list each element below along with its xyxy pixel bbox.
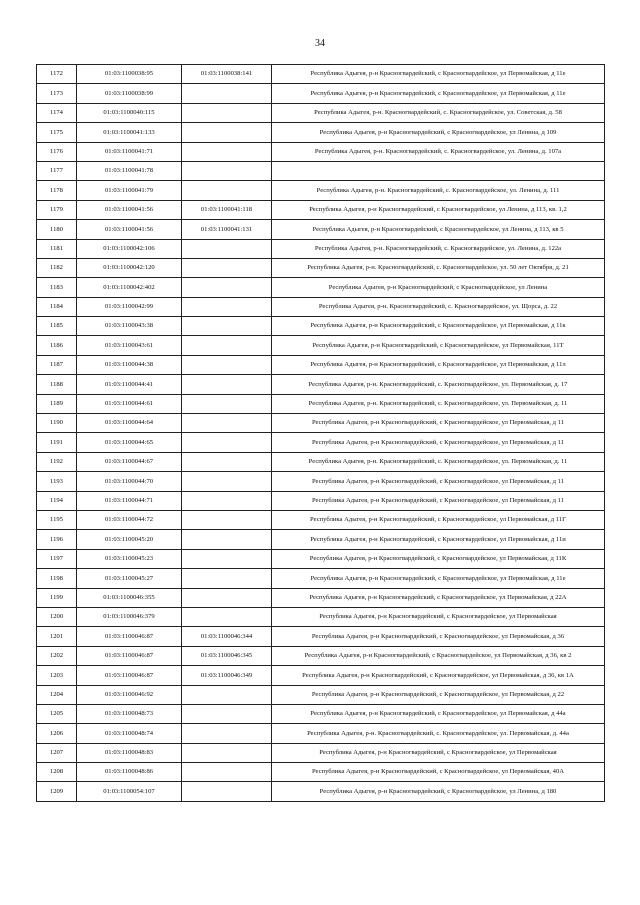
address-cell: Республика Адыгея, р-н Красногвардейский, с Красногвардейское, ул Первомайская — [272, 743, 605, 762]
cadastral-number-cell: 01:03:1100038:95 — [77, 65, 182, 84]
address-cell: Республика Адыгея, р-н Красногвардейский, с Красногвардейское, ул Первомайская, д 11 — [272, 433, 605, 452]
row-number-cell: 1182 — [37, 258, 77, 277]
address-cell: Республика Адыгея, р-н Красногвардейский, с Красногвардейское, ул Ленина, д 180 — [272, 782, 605, 801]
cadastral-number-cell: 01:03:1100044:41 — [77, 375, 182, 394]
table-row — [37, 200, 605, 219]
address-cell: Республика Адыгея, р-н Красногвардейский, с Красногвардейское, ул Первомайская, д 44а — [272, 704, 605, 723]
address-cell: Республика Адыгея, р-н Красногвардейский, с Красногвардейское, ул Первомайская, д 22А — [272, 588, 605, 607]
table-row — [37, 433, 605, 452]
parent-cadastral-cell — [182, 239, 272, 258]
cadastral-number-cell: 01:03:1100046:87 — [77, 666, 182, 685]
table-row — [37, 646, 605, 665]
cadastral-number-cell: 01:03:1100043:38 — [77, 317, 182, 336]
cadastral-number-cell: 01:03:1100041:79 — [77, 181, 182, 200]
address-cell: Республика Адыгея, р-н Красногвардейский, с Красногвардейское, ул Первомайская, 11Т — [272, 336, 605, 355]
parent-cadastral-cell: 01:03:1100046:345 — [182, 646, 272, 665]
parent-cadastral-cell — [182, 433, 272, 452]
parent-cadastral-cell — [182, 123, 272, 142]
cadastral-register-table — [36, 64, 605, 802]
cadastral-number-cell: 01:03:1100041:133 — [77, 123, 182, 142]
parent-cadastral-cell — [182, 355, 272, 374]
parent-cadastral-cell — [182, 394, 272, 413]
address-cell: Республика Адыгея, р-н. Красногвардейский, с. Красногвардейское, ул. Ленина, д. 122а — [272, 239, 605, 258]
parent-cadastral-cell: 01:03:1100038:141 — [182, 65, 272, 84]
row-number-cell: 1199 — [37, 588, 77, 607]
cadastral-number-cell: 01:03:1100041:56 — [77, 220, 182, 239]
address-cell: Республика Адыгея, р-н. Красногвардейский, с. Красногвардейское, ул. Первомайская, д. 44а — [272, 724, 605, 743]
cadastral-number-cell: 01:03:1100044:71 — [77, 491, 182, 510]
address-cell: Республика Адыгея, р-н Красногвардейский, с Красногвардейское, ул Первомайская, д 11Г — [272, 510, 605, 529]
row-number-cell: 1183 — [37, 278, 77, 297]
cadastral-number-cell: 01:03:1100044:61 — [77, 394, 182, 413]
table-row — [37, 549, 605, 568]
parent-cadastral-cell — [182, 724, 272, 743]
table-row — [37, 743, 605, 762]
address-cell: Республика Адыгея, р-н Красногвардейский, с Красногвардейское, ул Первомайская, д 11к — [272, 317, 605, 336]
table-row — [37, 394, 605, 413]
parent-cadastral-cell: 01:03:1100041:131 — [182, 220, 272, 239]
cadastral-number-cell: 01:03:1100038:99 — [77, 84, 182, 103]
cadastral-number-cell: 01:03:1100045:27 — [77, 569, 182, 588]
table-row — [37, 666, 605, 685]
cadastral-number-cell: 01:03:1100044:70 — [77, 472, 182, 491]
parent-cadastral-cell — [182, 743, 272, 762]
parent-cadastral-cell — [182, 763, 272, 782]
address-cell: Республика Адыгея, р-н Красногвардейский, с Красногвардейское, ул Ленина — [272, 278, 605, 297]
cadastral-number-cell: 01:03:1100042:120 — [77, 258, 182, 277]
address-cell: Республика Адыгея, р-н. Красногвардейский, с. Красногвардейское, ул. 50 лет Октября, д. 21 — [272, 258, 605, 277]
cadastral-number-cell: 01:03:1100044:64 — [77, 414, 182, 433]
row-number-cell: 1202 — [37, 646, 77, 665]
table-row — [37, 588, 605, 607]
parent-cadastral-cell — [182, 181, 272, 200]
row-number-cell: 1206 — [37, 724, 77, 743]
address-cell: Республика Адыгея, р-н Красногвардейский, с Красногвардейское, ул Ленина, д 113, кв. 1,2 — [272, 200, 605, 219]
cadastral-number-cell: 01:03:1100044:65 — [77, 433, 182, 452]
row-number-cell: 1174 — [37, 103, 77, 122]
cadastral-number-cell: 01:03:1100048:74 — [77, 724, 182, 743]
row-number-cell: 1203 — [37, 666, 77, 685]
address-cell: Республика Адыгея, р-н Красногвардейский, с Красногвардейское, ул Ленина, д 113, кв 5 — [272, 220, 605, 239]
table-row — [37, 123, 605, 142]
table-row — [37, 317, 605, 336]
address-cell: Республика Адыгея, р-н. Красногвардейский, с. Красногвардейское, ул. Ленина, д. 111 — [272, 181, 605, 200]
table-row — [37, 414, 605, 433]
address-cell: Республика Адыгея, р-н Красногвардейский, с Красногвардейское, ул Первомайская, д 11е — [272, 65, 605, 84]
row-number-cell: 1193 — [37, 472, 77, 491]
table-row — [37, 297, 605, 316]
row-number-cell: 1201 — [37, 627, 77, 646]
table-row — [37, 65, 605, 84]
address-cell: Республика Адыгея, р-н Красногвардейский, с Красногвардейское, ул Первомайская, д 11е — [272, 84, 605, 103]
row-number-cell: 1176 — [37, 142, 77, 161]
address-cell: Республика Адыгея, р-н Красногвардейский, с Красногвардейское, ул Первомайская, д 11е — [272, 569, 605, 588]
cadastral-number-cell: 01:03:1100054:107 — [77, 782, 182, 801]
address-cell: Республика Адыгея, р-н. Красногвардейский, с. Красногвардейское, ул. Первомайская, д. 11 — [272, 394, 605, 413]
table-row — [37, 685, 605, 704]
parent-cadastral-cell — [182, 569, 272, 588]
table-row — [37, 239, 605, 258]
cadastral-number-cell: 01:03:1100041:56 — [77, 200, 182, 219]
row-number-cell: 1187 — [37, 355, 77, 374]
cadastral-number-cell: 01:03:1100046:92 — [77, 685, 182, 704]
cadastral-number-cell: 01:03:1100042:106 — [77, 239, 182, 258]
row-number-cell: 1181 — [37, 239, 77, 258]
parent-cadastral-cell — [182, 142, 272, 161]
table-row — [37, 704, 605, 723]
row-number-cell: 1194 — [37, 491, 77, 510]
address-cell: Республика Адыгея, р-н Красногвардейский, с Красногвардейское, ул Первомайская, 40А — [272, 763, 605, 782]
parent-cadastral-cell — [182, 414, 272, 433]
cadastral-number-cell: 01:03:1100048:86 — [77, 763, 182, 782]
cadastral-number-cell: 01:03:1100040:115 — [77, 103, 182, 122]
page-number: 34 — [315, 38, 325, 49]
table-row — [37, 103, 605, 122]
address-cell: Республика Адыгея, р-н. Красногвардейский, с. Красногвардейское, ул. Первомайская, д. 17 — [272, 375, 605, 394]
table-row — [37, 355, 605, 374]
address-cell: Республика Адыгея, р-н. Красногвардейский, с. Красногвардейское, ул. Первомайская, д. 11 — [272, 452, 605, 471]
table-row — [37, 278, 605, 297]
cadastral-number-cell: 01:03:1100048:73 — [77, 704, 182, 723]
cadastral-number-cell: 01:03:1100042:99 — [77, 297, 182, 316]
address-cell: Республика Адыгея, р-н Красногвардейский, с Красногвардейское, ул Первомайская, д 36 — [272, 627, 605, 646]
row-number-cell: 1177 — [37, 161, 77, 180]
table-row — [37, 161, 605, 180]
parent-cadastral-cell — [182, 452, 272, 471]
table-row — [37, 724, 605, 743]
cadastral-number-cell: 01:03:1100044:67 — [77, 452, 182, 471]
table-row — [37, 181, 605, 200]
parent-cadastral-cell — [182, 375, 272, 394]
cadastral-number-cell: 01:03:1100045:20 — [77, 530, 182, 549]
table-body — [37, 65, 605, 802]
parent-cadastral-cell — [182, 685, 272, 704]
row-number-cell: 1186 — [37, 336, 77, 355]
parent-cadastral-cell: 01:03:1100046:344 — [182, 627, 272, 646]
cadastral-number-cell: 01:03:1100044:72 — [77, 510, 182, 529]
parent-cadastral-cell — [182, 607, 272, 626]
address-cell: Республика Адыгея, р-н. Красногвардейский, с. Красногвардейское, ул. Советская, д. 58 — [272, 103, 605, 122]
address-cell: Республика Адыгея, р-н Красногвардейский, с Красногвардейское, ул Первомайская, д 11 — [272, 491, 605, 510]
cadastral-number-cell: 01:03:1100046:87 — [77, 646, 182, 665]
address-cell: Республика Адыгея, р-н Красногвардейский, с Красногвардейское, ул Первомайская, д 36, кв 1А — [272, 666, 605, 685]
table-row — [37, 607, 605, 626]
table-row — [37, 258, 605, 277]
row-number-cell: 1205 — [37, 704, 77, 723]
address-cell: Республика Адыгея, р-н Красногвардейский, с Красногвардейское, ул Первомайская, д 36, кв 2 — [272, 646, 605, 665]
table-row — [37, 627, 605, 646]
cadastral-number-cell: 01:03:1100041:71 — [77, 142, 182, 161]
parent-cadastral-cell — [182, 278, 272, 297]
parent-cadastral-cell: 01:03:1100046:349 — [182, 666, 272, 685]
parent-cadastral-cell — [182, 317, 272, 336]
cadastral-number-cell: 01:03:1100046:87 — [77, 627, 182, 646]
address-cell: Республика Адыгея, р-н. Красногвардейский, с. Красногвардейское, ул. Ленина, д. 107а — [272, 142, 605, 161]
cadastral-number-cell: 01:03:1100042:402 — [77, 278, 182, 297]
table-row — [37, 569, 605, 588]
table-row — [37, 336, 605, 355]
cadastral-number-cell: 01:03:1100044:38 — [77, 355, 182, 374]
parent-cadastral-cell — [182, 258, 272, 277]
row-number-cell: 1207 — [37, 743, 77, 762]
cadastral-number-cell: 01:03:1100046:355 — [77, 588, 182, 607]
row-number-cell: 1190 — [37, 414, 77, 433]
row-number-cell: 1175 — [37, 123, 77, 142]
parent-cadastral-cell: 01:03:1100041:118 — [182, 200, 272, 219]
row-number-cell: 1180 — [37, 220, 77, 239]
row-number-cell: 1191 — [37, 433, 77, 452]
parent-cadastral-cell — [182, 530, 272, 549]
row-number-cell: 1204 — [37, 685, 77, 704]
row-number-cell: 1208 — [37, 763, 77, 782]
table-row — [37, 530, 605, 549]
parent-cadastral-cell — [182, 297, 272, 316]
row-number-cell: 1195 — [37, 510, 77, 529]
row-number-cell: 1173 — [37, 84, 77, 103]
table-row — [37, 375, 605, 394]
cadastral-number-cell: 01:03:1100045:23 — [77, 549, 182, 568]
address-cell: Республика Адыгея, р-н Красногвардейский, с Красногвардейское, ул Ленина, д 109 — [272, 123, 605, 142]
row-number-cell: 1172 — [37, 65, 77, 84]
parent-cadastral-cell — [182, 84, 272, 103]
row-number-cell: 1184 — [37, 297, 77, 316]
cadastral-number-cell: 01:03:1100048:83 — [77, 743, 182, 762]
address-cell: Республика Адыгея, р-н Красногвардейский, с Красногвардейское, ул Первомайская, д 11и — [272, 530, 605, 549]
row-number-cell: 1188 — [37, 375, 77, 394]
row-number-cell: 1198 — [37, 569, 77, 588]
row-number-cell: 1200 — [37, 607, 77, 626]
address-cell: Республика Адыгея, р-н Красногвардейский, с Красногвардейское, ул Первомайская, д 22 — [272, 685, 605, 704]
parent-cadastral-cell — [182, 472, 272, 491]
address-cell: Республика Адыгея, р-н Красногвардейский, с Красногвардейское, ул Первомайская, д 11 — [272, 472, 605, 491]
table-row — [37, 763, 605, 782]
table-row — [37, 84, 605, 103]
row-number-cell: 1189 — [37, 394, 77, 413]
address-cell: Республика Адыгея, р-н Красногвардейский, с Красногвардейское, ул Первомайская, д 11л — [272, 355, 605, 374]
parent-cadastral-cell — [182, 491, 272, 510]
row-number-cell: 1179 — [37, 200, 77, 219]
cadastral-number-cell: 01:03:1100043:61 — [77, 336, 182, 355]
address-cell — [272, 161, 605, 180]
address-cell: Республика Адыгея, р-н Красногвардейский, с Красногвардейское, ул Первомайская, д 11К — [272, 549, 605, 568]
address-cell: Республика Адыгея, р-н Красногвардейский, с Красногвардейское, ул Первомайская, д 11 — [272, 414, 605, 433]
row-number-cell: 1185 — [37, 317, 77, 336]
table-row — [37, 491, 605, 510]
parent-cadastral-cell — [182, 588, 272, 607]
parent-cadastral-cell — [182, 510, 272, 529]
table-row — [37, 782, 605, 801]
row-number-cell: 1209 — [37, 782, 77, 801]
row-number-cell: 1196 — [37, 530, 77, 549]
table-row — [37, 142, 605, 161]
parent-cadastral-cell — [182, 704, 272, 723]
row-number-cell: 1197 — [37, 549, 77, 568]
row-number-cell: 1192 — [37, 452, 77, 471]
table-row — [37, 510, 605, 529]
address-cell: Республика Адыгея, р-н. Красногвардейский, с. Красногвардейское, ул. Щорса, д. 22 — [272, 297, 605, 316]
table-row — [37, 452, 605, 471]
table-row — [37, 220, 605, 239]
row-number-cell: 1178 — [37, 181, 77, 200]
parent-cadastral-cell — [182, 782, 272, 801]
cadastral-number-cell: 01:03:1100041:78 — [77, 161, 182, 180]
cadastral-number-cell: 01:03:1100046:379 — [77, 607, 182, 626]
parent-cadastral-cell — [182, 336, 272, 355]
parent-cadastral-cell — [182, 161, 272, 180]
parent-cadastral-cell — [182, 549, 272, 568]
parent-cadastral-cell — [182, 103, 272, 122]
table-row — [37, 472, 605, 491]
address-cell: Республика Адыгея, р-н Красногвардейский, с Красногвардейское, ул Первомайская — [272, 607, 605, 626]
